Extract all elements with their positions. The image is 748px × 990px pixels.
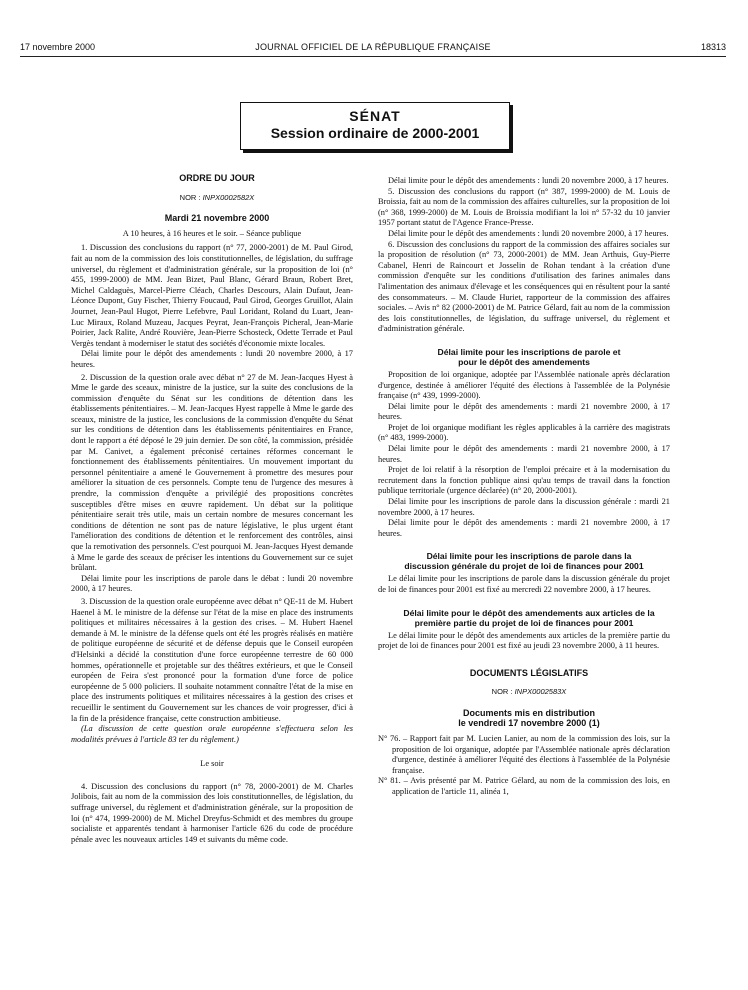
item-3: 3. Discussion de la question orale européenne avec débat n° QE-11 de M. Hubert Haenel à M. le ministre de la défense sur l'état de la mise en place des instruments politiques et militaires nécessaires à la gestion des crises. – M. Hubert Haenel demande à M. le ministre de la défense quels ont été les progrès réalisés en matière de politique européenne de sécurité et de défense depuis que le Conseil européen d'Helsinki a décidé la constitution d'une force européenne terrestre de 60 000 hommes, opérationnelle et projetable sur des théâtres extérieurs, et que le Conseil européen de Feira s'est prononcé pour la formation d'une force de police européenne de 5 000 policiers. Il souhaite notamment connaître l'état de la mise en place des instruments politiques et militaires nécessaires à la gestion des crises et recueillir le sentiment du Gouvernement sur les chances de voir progresser, d'ici à la fin de la présidence française, cette construction ambitieuse.	[71, 596, 353, 723]
seance-line: A 10 heures, à 16 heures et le soir. – Séance publique	[122, 228, 302, 238]
senat-banner	[240, 102, 510, 150]
heading-finances: Délai limite pour les inscriptions de parole dans la discussion générale du projet de loi de finances pour 2001	[404, 551, 644, 572]
docs-nor-prefix: NOR :	[491, 687, 515, 697]
item-2: 2. Discussion de la question orale avec débat n° 27 de M. Jean-Jacques Hyest à Mme le garde des sceaux, ministre de la justice, sur la suite des conclusions de la commission d'enquête du Sénat sur les conditions de détention dans les établissements pénitentiaires. – M. Jean-Jacques Hyest rappelle à Mme le garde des sceaux, ministre de la justice, les conclusions de la commission d'enquête du Sénat sur les conditions de détention dans les établissements pénitentiaires en France, dont le rapport a été déposé le 29 juin dernier. De son côté, la commission, présidée par M. Canivet, a également préconisé certaines réformes concernant le fonctionnement des établissements pénitentiaires. Un mouvement important du personnel pénitentiaire a amené le Gouvernement à promettre des mesures pour améliorer la situation de ces personnels. Compte tenu de l'urgence des mesures à prendre, la commission d'enquête a privilégié des propositions concrètes susceptibles d'être mises en œuvre rapidement. Un débat sur la politique pénitentiaire serait très utile, mais un certain nombre de mesures concernant les conditions de détention ne sont pas de nature législative, le plus urgent étant l'amélioration des conditions de détention et le renforcement des contrôles, ainsi que la remotivation des personnels. C'est pourquoi M. Jean-Jacques Hyest demande à Mme le garde des sceaux de préciser les intentions du Gouvernement sur ce sujet brûlant.	[71, 372, 353, 573]
banner-subtitle: Session ordinaire de 2000-2001	[270, 125, 480, 141]
item-4-delai: Délai limite pour le dépôt des amendements : lundi 20 novembre 2000, à 17 heures.	[388, 176, 669, 185]
header-journal-title: JOURNAL OFFICIEL DE LA RÉPUBLIQUE FRANÇAISE	[255, 42, 491, 52]
item-1-delai: Délai limite pour le dépôt des amendements : lundi 20 novembre 2000, à 17 heures.	[71, 349, 353, 369]
item-3-note: (La discussion de cette question orale européenne s'effectuera selon les modalités prévues à l'article 83 ter du règlement.)	[71, 724, 353, 744]
docs-nor-line	[378, 687, 670, 698]
doc-n81: N° 81. – Avis présenté par M. Patrice Gélard, au nom de la commission des lois, en application de l'article 11, alinéa 1,	[378, 776, 670, 796]
item-1: 1. Discussion des conclusions du rapport (n° 77, 2000-2001) de M. Paul Girod, fait au nom de la commission des lois constitutionnelles, de législation, du suffrage universel, du règlement et d'administration générale, sur la proposition de loi (n° 455, 1999-2000) de MM. Jean Bizet, Paul Blanc, Gérard Braun, Robert Bret, Michel Caldaguès, Marcel-Pierre Cléach, Charles Descours, Alain Dufaut, Jean-Léonce Dupont, Guy Fischer, Thierry Foucaud, Paul Girod, Georges Gruillot, Alain Journet, Jean-Paul Hugot, Pierre Lefebvre, Paul Loridant, Roland du Luart, Jean-Luc Miraux, Roland Muzeau, Jacques Peyrat, Jean-François Picheral, Jean-Marie Poirier, Jack Ralite, André Rouvière, Jean-Pierre Schosteck, Odette Terrade et Paul Vergès tendant à moderniser le statut des sociétés d'économie mixte locales.	[71, 243, 353, 348]
r3-delai-amendements: Délai limite pour le dépôt des amendements : mardi 21 novembre 2000, à 17 heures.	[378, 518, 670, 538]
doc-n76: N° 76. – Rapport fait par M. Lucien Lanier, au nom de la commission des lois, sur la proposition de loi organique, adoptée par l'Assemblée nationale après déclaration d'urgence, destinée à améliorer l'équité des élections à l'assemblée de la Polynésie française.	[378, 733, 670, 775]
docs-subtitle-2: le vendredi 17 novembre 2000 (1)	[458, 717, 600, 728]
header-date: 17 novembre 2000	[20, 42, 96, 52]
item-6: 6. Discussion des conclusions du rapport de la commission des affaires sociales sur la proposition de résolution (n° 73, 2000-2001) de MM. Jean Arthuis, Guy-Pierre Cabanel, Henri de Raincourt et Josselin de Rohan tendant à la création d'une commission d'enquête sur les conditions d'utilisation des farines animales dans l'alimentation des animaux d'élevage et les conséquences qui en résultent pour la santé des consommateurs. – M. Claude Huriet, rapporteur de la commission des affaires sociales. – Avis n° 82 (2000-2001) de M. Patrice Gélard, fait au nom de la commission des lois constitutionnelles, de législation, du suffrage universel, du règlement et d'administration générale.	[378, 239, 670, 334]
r1-delai: Délai limite pour le dépôt des amendements : mardi 21 novembre 2000, à 17 heures.	[378, 401, 670, 422]
r3-delai-parole: Délai limite pour les inscriptions de parole dans la discussion générale : mardi 21 novembre 2000, à 17 heures.	[378, 497, 670, 517]
docs-subtitle-1: Documents mis en distribution	[462, 707, 595, 718]
finances-text: Le délai limite pour les inscriptions de parole dans la discussion générale du projet de loi de finances pour 2001 est fixé au mercredi 22 novembre 2000, à 17 heures.	[378, 574, 670, 594]
session-date: Mardi 21 novembre 2000	[164, 213, 270, 224]
amendements-text: Le délai limite pour le dépôt des amendements aux articles de la première partie du projet de loi de finances pour 2001 est fixé au jeudi 23 novembre 2000, à 11 heures.	[378, 630, 670, 651]
item-5: 5. Discussion des conclusions du rapport (n° 387, 1999-2000) de M. Louis de Broissia, fait au nom de la commission des affaires culturelles, sur la proposition de loi (n° 368, 1999-2000) de M. Louis de Broissia modifiant la loi n° 57-32 du 10 janvier 1957 portant statut de l'Agence France-Presse.	[378, 186, 670, 228]
r1: Proposition de loi organique, adoptée par l'Assemblée nationale après déclaration d'urgence, destinée à améliorer l'équité des élections à l'assemblée de la Polynésie française (n° 439, 1999-2000).	[378, 369, 670, 401]
item-5-delai: Délai limite pour le dépôt des amendements : lundi 20 novembre 2000, à 17 heures.	[388, 228, 669, 238]
item-4: 4. Discussion des conclusions du rapport (n° 78, 2000-2001) de M. Charles Jolibois, fait au nom de la commission des lois constitutionnelles, de législation, du suffrage universel, du règlement et d'administration générale, sur la proposition de loi (n° 474, 1999-2000) de M. Michel Dreyfus-Schmidt et des membres du groupe socialiste et apparentés tendant à harmoniser l'article 626 du code de procédure pénale avec les nouveaux articles 149 et suivants du même code.	[71, 781, 353, 844]
heading-delai-parole: Délai limite pour les inscriptions de parole et pour le dépôt des amendements	[437, 346, 621, 367]
header-page-number: 18313	[700, 42, 726, 52]
left-column	[71, 173, 353, 845]
r2-delai: Délai limite pour le dépôt des amendements : mardi 21 novembre 2000, à 17 heures.	[378, 444, 670, 464]
nor-line	[71, 193, 353, 204]
running-header	[20, 42, 726, 57]
le-soir-heading: Le soir	[200, 759, 224, 769]
docs-nor-code: INPX0002583X	[514, 687, 567, 697]
right-column	[378, 176, 670, 798]
nor-code: INPX0002582X	[202, 192, 255, 202]
r2: Projet de loi organique modifiant les règles applicables à la carrière des magistrats (n° 483, 1999-2000).	[378, 422, 670, 443]
banner-title: SÉNAT	[349, 108, 401, 124]
documents-legislatifs-title: DOCUMENTS LÉGISLATIFS	[469, 667, 589, 678]
r3: Projet de loi relatif à la résorption de l'emploi précaire et à la modernisation du recrutement dans la fonction publique ainsi qu'au temps de travail dans la fonction publique territoriale (urgence déclarée) (n° 20, 2000-2001).	[378, 465, 670, 496]
heading-amendements: Délai limite pour le dépôt des amendements aux articles de la première partie du projet de loi de finances pour 2001	[403, 607, 655, 628]
ordre-du-jour-title: ORDRE DU JOUR	[179, 173, 255, 183]
item-2-delai: Délai limite pour les inscriptions de parole dans le débat : lundi 20 novembre 2000, à 17 heures.	[71, 573, 353, 594]
nor-prefix: NOR :	[179, 192, 203, 202]
